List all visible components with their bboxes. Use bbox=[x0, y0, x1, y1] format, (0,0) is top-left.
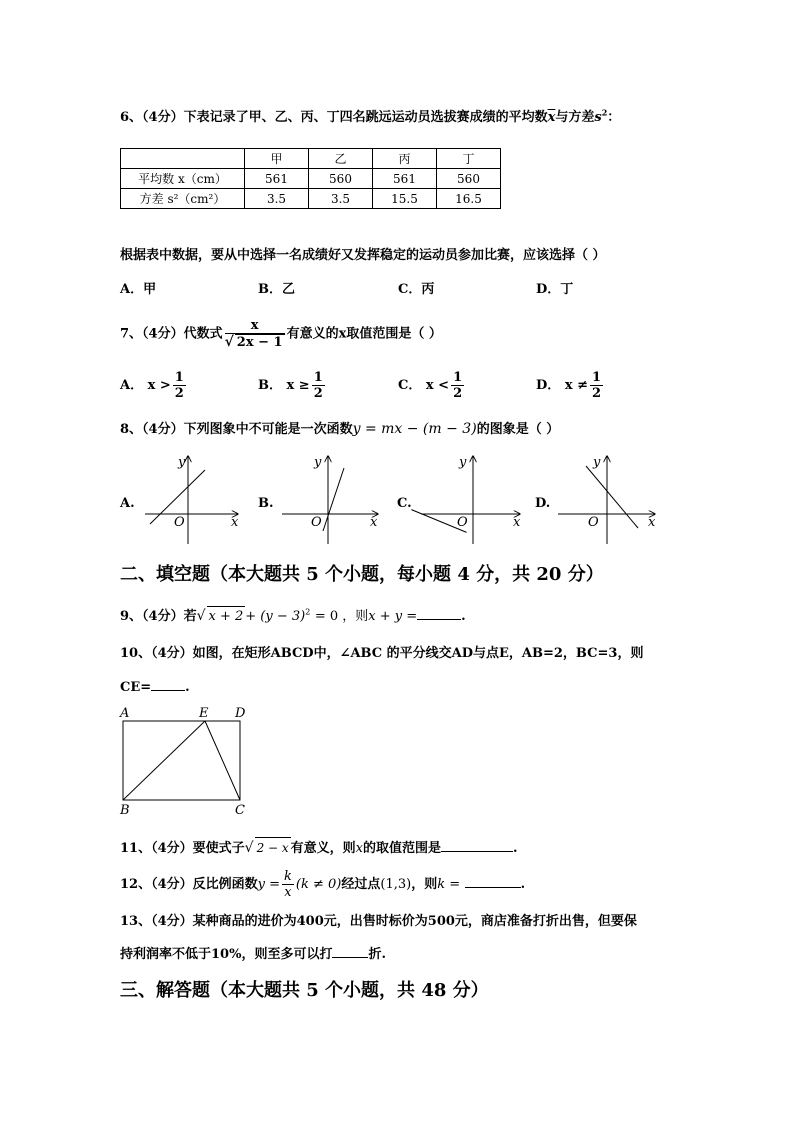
q8-graph-b-x-label: x bbox=[370, 515, 378, 530]
q7-stem bbox=[120, 318, 442, 350]
q6-cell: 15.5 bbox=[373, 189, 437, 209]
q10-label-e: E bbox=[199, 706, 209, 721]
q7-option-den: 2 bbox=[453, 386, 463, 401]
q6-row-label: 方差 s²（cm²） bbox=[121, 189, 245, 209]
q6-table-header: 甲 bbox=[245, 149, 309, 169]
q6-cell: 3.5 bbox=[309, 189, 373, 209]
q6-cell: 560 bbox=[437, 169, 501, 189]
q8-graph-d-origin: O bbox=[588, 515, 599, 530]
q6-s2-exp: 2 bbox=[601, 107, 608, 118]
q6-table bbox=[120, 148, 501, 209]
q9-sqrt: x + 2 bbox=[207, 606, 246, 627]
q10-figure bbox=[115, 703, 255, 818]
q8-graph-a-origin: O bbox=[174, 515, 185, 530]
q10-ce: CE= bbox=[120, 680, 152, 695]
q12-cond: (k ≠ 0) bbox=[295, 877, 342, 892]
q7-option-d bbox=[536, 370, 605, 401]
q6-stem bbox=[120, 107, 621, 126]
q7-option-frac bbox=[173, 370, 186, 401]
q8-graph-c-label: C. bbox=[397, 496, 412, 511]
q12-num: k bbox=[284, 869, 292, 884]
q6-table-row bbox=[121, 189, 501, 209]
q7-option-c bbox=[398, 370, 466, 401]
q8-graph-b-label: B. bbox=[258, 496, 274, 511]
q11-prefix: 11、（4分）要使式子 bbox=[120, 841, 245, 856]
q10-label-c: C bbox=[235, 803, 245, 818]
q11-suffix: 的取值范围是 bbox=[363, 841, 442, 856]
q12-fraction bbox=[282, 869, 294, 900]
q9-eq: = 0 ，则 bbox=[314, 609, 369, 624]
q11-stem: 11、（4分）要使式子√ 2 − x 有意义，则x的取值范围是 . bbox=[120, 837, 518, 859]
q6-table-row bbox=[121, 169, 501, 189]
q12-end: . bbox=[520, 877, 526, 892]
q8-graph-b-y-label: y bbox=[314, 455, 322, 470]
q9-prefix: 9、（4分）若 bbox=[120, 609, 197, 624]
q6-stem-tail: 与方差 bbox=[555, 110, 595, 125]
q7-option-frac bbox=[451, 370, 464, 401]
q12-lhs: y = bbox=[257, 877, 281, 892]
q7-option-num: 1 bbox=[453, 370, 463, 385]
q6-table-corner bbox=[121, 149, 245, 169]
q7-option-frac bbox=[312, 370, 325, 401]
q7-option-label: B． bbox=[258, 378, 282, 393]
q10-bisector-be bbox=[123, 721, 205, 800]
q6-cell: 560 bbox=[309, 169, 373, 189]
q8-graph-b-origin: O bbox=[311, 515, 322, 530]
q9-exp: 2 bbox=[305, 607, 311, 617]
q7-den: √ 2x − 1 bbox=[224, 334, 283, 350]
q7-prefix: 7、（4分）代数式 bbox=[120, 326, 223, 342]
q6-table-header: 丙 bbox=[373, 149, 437, 169]
q8-stem bbox=[120, 421, 559, 438]
q10-answer-blank[interactable] bbox=[151, 678, 185, 691]
q6-cell: 561 bbox=[373, 169, 437, 189]
q8-formula: y = mx − (m − 3) bbox=[352, 421, 477, 437]
q10-label-d: D bbox=[235, 706, 246, 721]
q6-row-label: 平均数 x（cm） bbox=[121, 169, 245, 189]
q12-stem bbox=[120, 868, 525, 902]
q7-option-lhs: x > bbox=[147, 378, 171, 393]
q8-graph-a-x-label: x bbox=[231, 515, 239, 530]
q8-graph-b-line bbox=[323, 468, 344, 531]
q6-option-c: C．丙 bbox=[398, 282, 435, 297]
q6-question: 根据表中数据，要从中选择一名成绩好又发挥稳定的运动员参加比赛，应该选择（ ） bbox=[120, 248, 606, 263]
q6-cell: 16.5 bbox=[437, 189, 501, 209]
q7-option-label: D． bbox=[536, 378, 561, 393]
q6-option-a: A．甲 bbox=[120, 282, 157, 297]
q9-stem: 9、（4分）若√ $x + 2 + (y - 3)^2 = 0$ ，则x + y = . bbox=[120, 606, 466, 627]
section3-title: 三、解答题（本大题共 5 个小题，共 48 分） bbox=[120, 980, 489, 1001]
q8-graph-c-y-label: y bbox=[459, 455, 467, 470]
q6-s2: s bbox=[594, 110, 602, 125]
q7-num: x bbox=[225, 318, 285, 334]
q7-option-label: C． bbox=[398, 378, 422, 393]
q12-k: k = bbox=[437, 877, 461, 892]
q6-table-header-row bbox=[121, 149, 501, 169]
q8-graph-a-label: A. bbox=[120, 496, 135, 511]
q7-option-lhs: x ≠ bbox=[564, 378, 588, 393]
q8-suffix: 的图象是（ ） bbox=[476, 422, 560, 437]
q13-answer-blank[interactable] bbox=[332, 945, 368, 958]
q8-graph-d-label: D. bbox=[535, 496, 551, 511]
q7-option-num: 1 bbox=[174, 370, 184, 385]
q6-colon: ： bbox=[607, 110, 621, 125]
q6-cell: 561 bbox=[245, 169, 309, 189]
q11-var: x bbox=[355, 841, 364, 856]
q8-graph-c bbox=[397, 455, 521, 550]
q9-mid: + (y − 3) bbox=[245, 609, 306, 624]
q8-graph-d bbox=[535, 455, 656, 544]
q6-table-header: 乙 bbox=[309, 149, 373, 169]
q8-graph-d-y-label: y bbox=[593, 455, 601, 470]
q13-line2 bbox=[120, 945, 386, 963]
q6-option-d: D．丁 bbox=[536, 282, 574, 297]
q9-end: . bbox=[461, 609, 466, 624]
q12-then: ，则 bbox=[411, 877, 438, 892]
q7-option-frac bbox=[590, 370, 603, 401]
q7-option-lhs: x < bbox=[425, 378, 450, 393]
q13-line2-text: 持利润率不低于10%，则至多可以打 bbox=[120, 947, 333, 962]
q13-line2-end: 折. bbox=[368, 947, 386, 962]
q10-label-b: B bbox=[120, 803, 130, 818]
q8-graph-a bbox=[119, 455, 239, 544]
q7-fraction bbox=[225, 318, 285, 350]
q12-point: (1,3) bbox=[380, 877, 412, 892]
q7-option-a bbox=[120, 370, 188, 401]
q6-stem-text: 6、（4分）下表记录了甲、乙、丙、丁四名跳远运动员选拔赛成绩的平均数 bbox=[120, 110, 548, 125]
q6-cell: 3.5 bbox=[245, 189, 309, 209]
q10-line2 bbox=[120, 678, 190, 696]
q7-option-den: 2 bbox=[591, 386, 602, 401]
q13-line1: 13、（4分）某种商品的进价为400元，出售时标价为500元，商店准备打折出售，但要保 bbox=[120, 914, 637, 929]
section2-title: 二、填空题（本大题共 5 个小题，每小题 4 分，共 20 分） bbox=[120, 564, 604, 585]
q9-expr: x + y = bbox=[368, 609, 418, 624]
q8-graph-b bbox=[258, 455, 378, 544]
q6-option-b: B．乙 bbox=[258, 282, 295, 297]
q8-graph-a-y-label: y bbox=[178, 455, 186, 470]
q7-option-label: A． bbox=[120, 378, 144, 393]
q12-prefix: 12、（4分）反比例函数 bbox=[120, 877, 258, 892]
q7-option-den: 2 bbox=[313, 386, 323, 401]
q10-end: . bbox=[185, 680, 190, 695]
q8-prefix: 8、（4分）下列图象中不可能是一次函数 bbox=[120, 422, 353, 437]
q7-option-lhs: x ≥ bbox=[286, 378, 310, 393]
q7-den-sqrt: 2x − 1 bbox=[236, 335, 283, 350]
q11-end: . bbox=[513, 841, 518, 856]
q11-sqrt: 2 − x bbox=[255, 837, 291, 858]
q12-answer-blank[interactable] bbox=[465, 875, 521, 888]
q12-mid: 经过点 bbox=[341, 877, 381, 892]
q11-answer-blank[interactable] bbox=[441, 839, 513, 852]
q8-graphs bbox=[110, 448, 670, 552]
q10-line1: 10、（4分）如图，在矩形ABCD中，∠ABC 的平分线交AD与点E，AB=2，BC=3，则 bbox=[120, 646, 644, 661]
q6-xbar: $\overline{x}$ bbox=[547, 110, 556, 125]
q10-segment-ce bbox=[205, 721, 240, 800]
q7-option-den: 2 bbox=[174, 386, 184, 401]
q8-graph-c-origin: O bbox=[457, 515, 468, 530]
q12-den: x bbox=[284, 885, 292, 900]
q8-graph-c-x-label: x bbox=[513, 515, 521, 530]
q6-table-header: 丁 bbox=[437, 149, 501, 169]
q7-option-num: 1 bbox=[313, 370, 323, 385]
q8-graph-d-x-label: x bbox=[648, 515, 656, 530]
q9-answer-blank[interactable] bbox=[417, 607, 461, 620]
q10-label-a: A bbox=[120, 706, 130, 721]
q7-option-b bbox=[258, 370, 327, 401]
q7-suffix: 有意义的x取值范围是（ ） bbox=[286, 326, 442, 342]
q7-option-num: 1 bbox=[591, 370, 602, 385]
q11-mid: 有意义，则 bbox=[290, 841, 356, 856]
